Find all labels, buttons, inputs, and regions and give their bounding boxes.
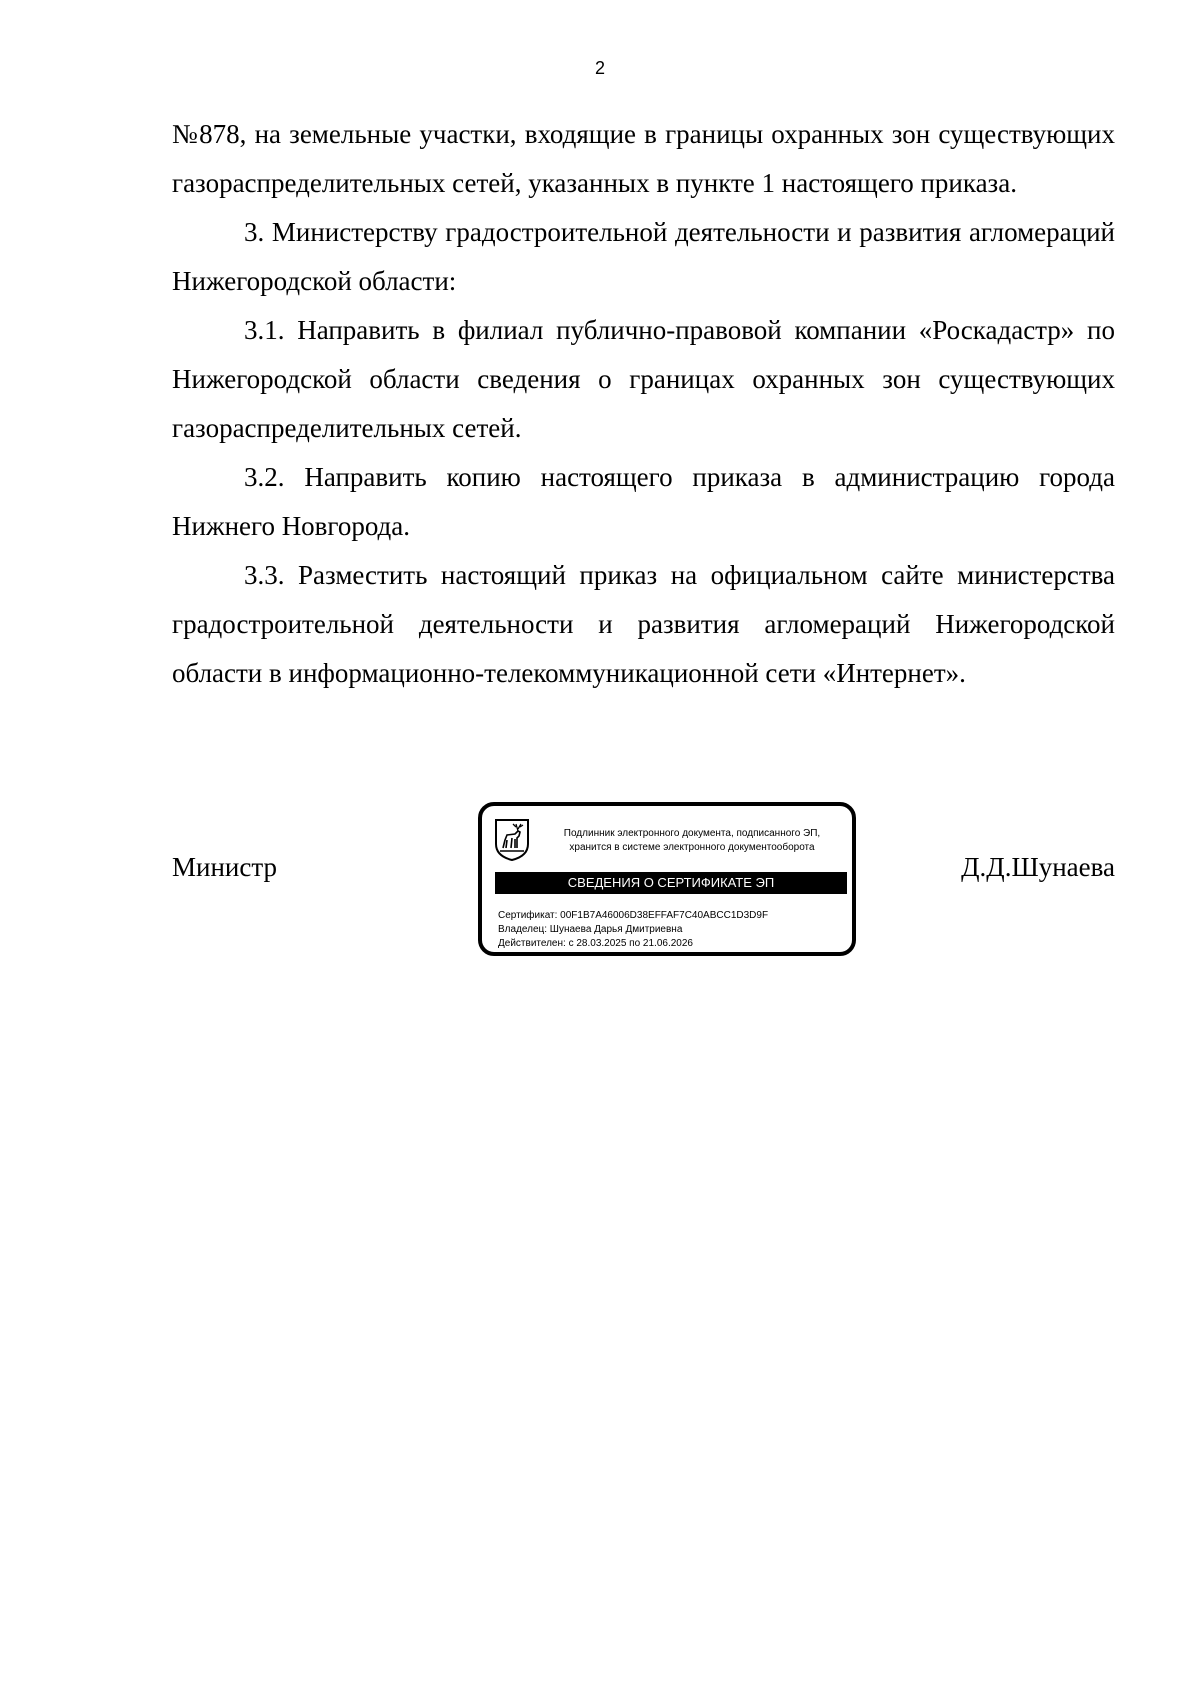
stamp-notice xyxy=(542,827,842,855)
certificate-details xyxy=(498,909,848,951)
certificate-owner: Владелец: Шунаева Дарья Дмитриевна xyxy=(498,924,683,935)
paragraph-item-3-3: 3.3. Разместить настоящий приказ на официальном сайте министерства градостроительной деятельности и развития агломераций Нижегородской области в информационно-телекоммуникационной сети «Интернет». xyxy=(172,560,1115,688)
certificate-validity: Действителен: с 28.03.2025 по 21.06.2026 xyxy=(498,938,693,949)
stamp-notice-line: Подлинник электронного документа, подписанного ЭП, xyxy=(563,828,821,839)
electronic-signature-stamp xyxy=(478,802,856,956)
signatory-name: Д.Д.Шунаева xyxy=(961,852,1115,882)
paragraph-item-3: 3. Министерству градостроительной деятельности и развития агломераций Нижегородской области: xyxy=(172,217,1115,296)
certificate-number: Сертификат: 00F1B7A46006D38EFFAF7C40ABCC1D3D9F xyxy=(498,910,769,921)
signatory-title: Министр xyxy=(172,852,277,882)
stamp-notice-line: хранится в системе электронного документооборота xyxy=(569,842,815,853)
document-body xyxy=(172,110,1115,698)
paragraph-item-3-1: 3.1. Направить в филиал публично-правовой компании «Роскадастр» по Нижегородской области сведения о границах охранных зон существующих газораспределительных сетей. xyxy=(172,315,1115,443)
nizhny-novgorod-deer-emblem-icon xyxy=(494,818,530,862)
paragraph-item-3-2: 3.2. Направить копию настоящего приказа в администрацию города Нижнего Новгорода. xyxy=(172,462,1115,541)
stamp-header: СВЕДЕНИЯ О СЕРТИФИКАТЕ ЭП xyxy=(495,872,847,894)
paragraph-continuation: №878, на земельные участки, входящие в границы охранных зон существующих газораспределительных сетей, указанных в пункте 1 настоящего приказа. xyxy=(172,119,1115,198)
page-number: 2 xyxy=(594,58,605,78)
